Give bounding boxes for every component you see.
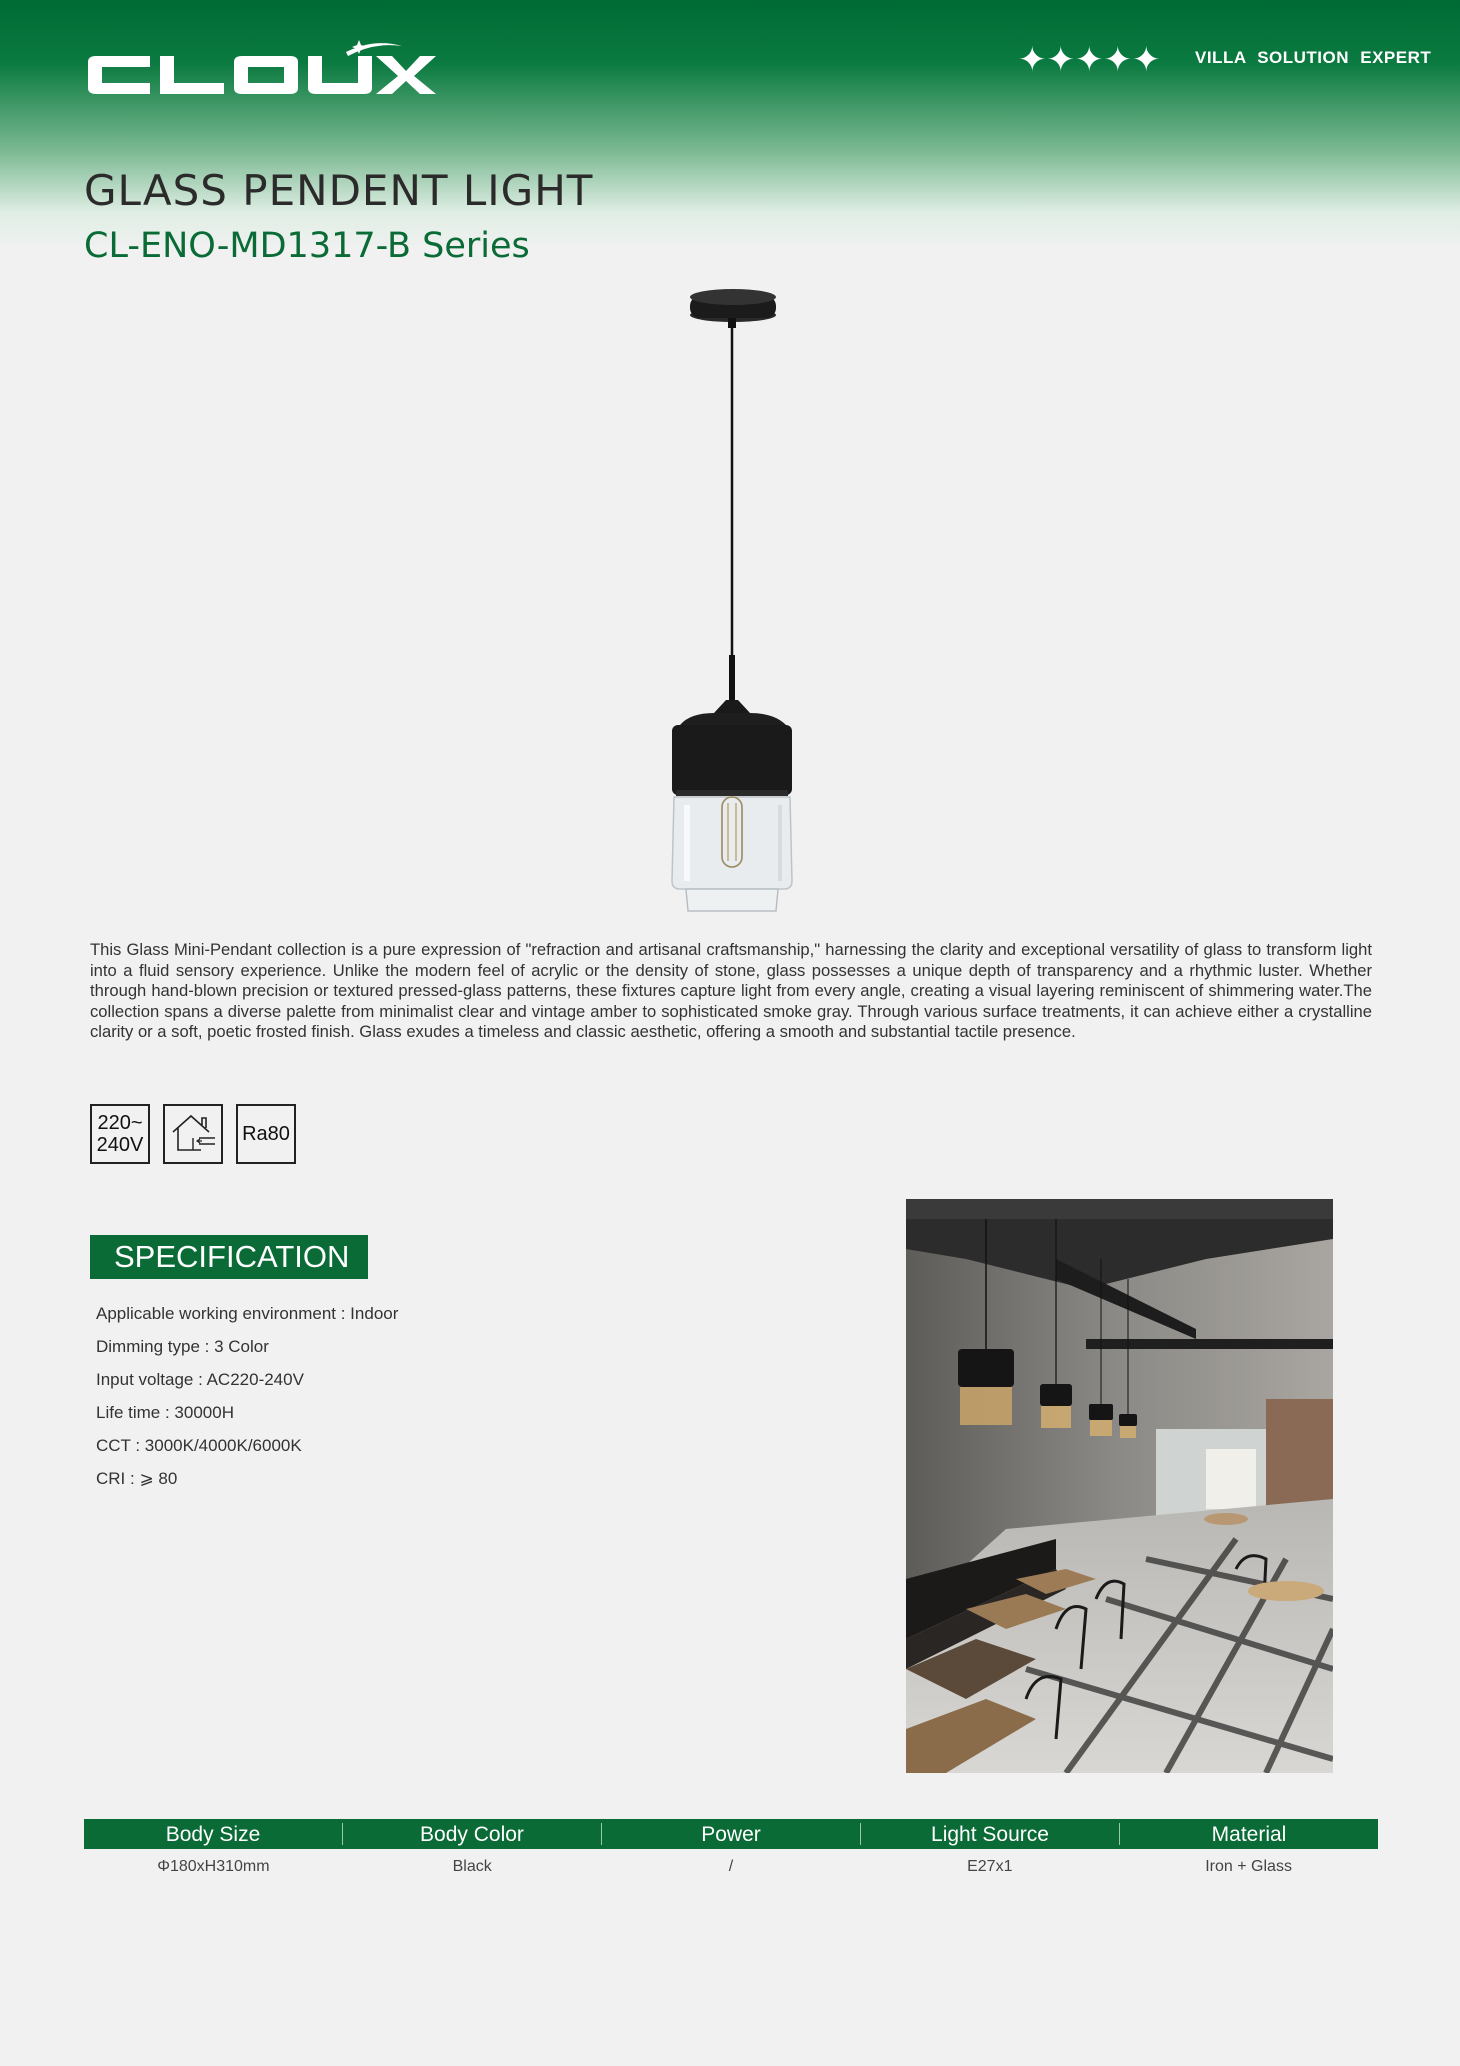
cri-badge: Ra80: [236, 1104, 296, 1164]
spec-item: Life time : 30000H: [96, 1403, 234, 1422]
table-cell: Iron + Glass: [1205, 1858, 1292, 1875]
table-header-label: Body Size: [165, 1823, 261, 1846]
table-cell: E27x1: [967, 1858, 1013, 1875]
table-header-label: Material: [1211, 1823, 1287, 1846]
spec-item: Applicable working environment : Indoor: [96, 1304, 399, 1323]
table-header-cell: [602, 1823, 861, 1845]
product-title: GLASS PENDENT LIGHT: [84, 166, 594, 215]
table-row: [84, 1855, 1378, 1879]
product-series: CL-ENO-MD1317-B Series: [84, 226, 530, 266]
pendant-light-image: [640, 285, 820, 925]
indoor-badge: [163, 1104, 223, 1164]
voltage-badge-line2: 240V: [96, 1134, 144, 1156]
specification-list: [96, 1300, 398, 1498]
spec-item: Dimming type : 3 Color: [96, 1337, 269, 1356]
spec-item: CCT : 3000K/4000K/6000K: [96, 1436, 302, 1455]
feature-badges: [90, 1104, 296, 1164]
table-header-label: Light Source: [931, 1823, 1049, 1846]
rating-stars: ✦✦✦✦✦: [1018, 41, 1161, 79]
table-header-cell: [861, 1823, 1120, 1845]
table-header-cell: [343, 1823, 602, 1845]
spec-item: CRI : ⩾ 80: [96, 1469, 178, 1488]
specification-heading: SPECIFICATION: [90, 1235, 368, 1279]
indoor-house-icon: [169, 1112, 217, 1156]
voltage-badge: [90, 1104, 150, 1164]
spec-item: Input voltage : AC220-240V: [96, 1370, 304, 1389]
table-header-label: Power: [701, 1823, 761, 1846]
restaurant-scene-photo: [906, 1199, 1333, 1773]
table-header-cell: [1120, 1823, 1378, 1845]
table-cell: Φ180xH310mm: [157, 1858, 270, 1875]
table-header-label: Body Color: [420, 1823, 524, 1846]
table-header-cell: [84, 1823, 343, 1845]
product-description: This Glass Mini-Pendant collection is a pure expression of "refraction and artisanal craftsmanship," harnessing the clarity and exceptional versatility of glass to transform light into a fluid sensory experience. Unlike the modern feel of acrylic or the density of stone, glass possesses a unique depth of transparency and a rhythmic luster. Whether through hand-blown precision or textured pressed-glass patterns, these fixtures capture light from every angle, creating a visual layering reminiscent of shimmering water.The collection spans a diverse palette from minimalist clear and vintage amber to sophisticated smoke gray. Through various surface treatments, it can achieve either a crystalline clarity or a soft, poetic frosted finish. Glass exudes a timeless and classic aesthetic, offering a smooth and substantial tactile presence.: [90, 940, 1372, 1042]
cloux-logo: [84, 40, 436, 104]
voltage-badge-line1: 220~: [97, 1112, 143, 1134]
table-cell: Black: [452, 1858, 492, 1875]
table-cell: /: [728, 1858, 734, 1875]
specs-table-header: [84, 1819, 1378, 1849]
tagline: VILLA SOLUTION EXPERT: [1195, 48, 1432, 67]
